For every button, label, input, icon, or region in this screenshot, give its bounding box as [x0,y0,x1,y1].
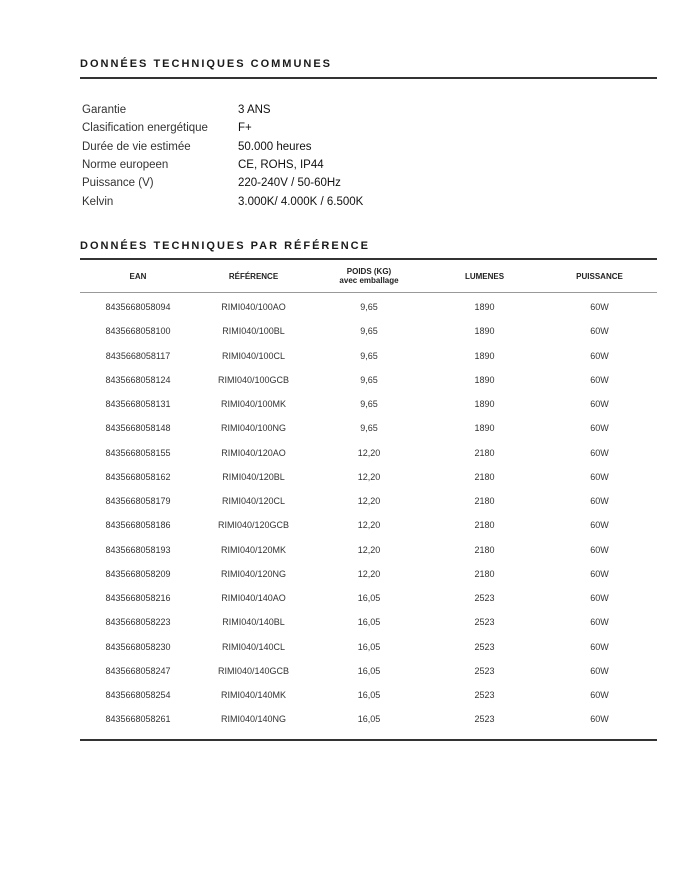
table-row [80,441,657,465]
weight-cell: 12,20 [357,471,381,482]
power-cell: 60W [590,399,609,410]
lumens-cell: 1890 [474,302,495,313]
lumens-cell: 2180 [474,447,495,458]
reference-cell: RIMI040/140CL [221,641,286,652]
table-bottom-divider [80,739,657,741]
weight-header-label: POIDS (KG) [346,267,392,276]
spec-value: 3.000K/ 4.000K / 6.500K [238,195,364,208]
weight-cell: 9,65 [360,302,378,313]
spec-row-garantie [82,101,482,119]
lumens-cell: 1890 [474,326,495,337]
ean-cell: 8435668058261 [105,714,171,725]
ean-cell: 8435668058162 [105,471,171,482]
reference-cell: RIMI040/120CL [221,496,286,507]
table-header-row [80,260,657,293]
column-header-power: PUISSANCE [542,260,657,293]
reference-cell: RIMI040/140BL [222,617,285,628]
ean-cell: 8435668058124 [105,374,171,385]
power-cell: 60W [590,568,609,579]
spec-value: CE, ROHS, IP44 [238,159,324,172]
reference-cell: RIMI040/120NG [220,568,287,579]
spec-row-norm [82,156,482,174]
power-cell: 60W [590,423,609,434]
ean-cell: 8435668058117 [105,350,171,361]
ean-cell: 8435668058186 [105,520,171,531]
table-row [80,683,657,707]
lumens-cell: 2523 [474,665,495,676]
power-cell: 60W [590,374,609,385]
reference-cell: RIMI040/140MK [220,690,287,701]
weight-cell: 16,05 [357,593,381,604]
lumens-cell: 2180 [474,520,495,531]
spec-value: 3 ANS [238,104,271,117]
lumens-cell: 2180 [474,568,495,579]
spec-label: Clasification energétique [82,122,208,135]
power-cell: 60W [590,520,609,531]
reference-cell: RIMI040/140NG [220,714,287,725]
reference-cell: RIMI040/120MK [220,544,287,555]
spec-label: Garantie [82,104,127,117]
power-cell: 60W [590,447,609,458]
weight-cell: 12,20 [357,544,381,555]
weight-cell: 9,65 [360,374,378,385]
reference-cell: RIMI040/100AO [221,302,286,313]
lumens-cell: 2180 [474,544,495,555]
ean-cell: 8435668058209 [105,568,171,579]
weight-cell: 12,20 [357,520,381,531]
lumens-cell: 2523 [474,690,495,701]
spec-label: Durée de vie estimée [82,140,191,153]
column-header-ean: EAN [80,260,196,293]
lumens-cell: 1890 [474,423,495,434]
table-row [80,416,657,440]
reference-table [80,260,657,732]
spec-value: 220-240V / 50-60Hz [238,177,341,190]
weight-cell: 16,05 [357,617,381,628]
power-cell: 60W [590,714,609,725]
spec-label: Puissance (V) [82,177,154,190]
ean-cell: 8435668058148 [105,423,171,434]
reference-table-body [80,293,657,732]
reference-cell: RIMI040/140GCB [217,665,290,676]
spec-row-lifetime [82,138,482,156]
column-header-reference: RÉFÉRENCE [196,260,311,293]
table-row [80,538,657,562]
weight-cell: 9,65 [360,326,378,337]
ean-cell: 8435668058155 [105,447,171,458]
ean-cell: 8435668058100 [105,326,171,337]
power-cell: 60W [590,326,609,337]
ean-cell: 8435668058179 [105,496,171,507]
spec-row-energy-class [82,119,482,137]
power-cell: 60W [590,350,609,361]
table-row [80,319,657,343]
lumens-cell: 1890 [474,350,495,361]
weight-cell: 12,20 [357,447,381,458]
lumens-cell: 2523 [474,714,495,725]
table-row [80,610,657,634]
weight-cell: 12,20 [357,568,381,579]
column-header-weight [311,260,427,293]
reference-cell: RIMI040/100CL [221,350,286,361]
spec-row-voltage [82,174,482,192]
reference-cell: RIMI040/100NG [220,423,287,434]
table-row [80,489,657,513]
spec-label: Norme europeen [82,159,169,172]
power-cell: 60W [590,471,609,482]
reference-specs-title: DONNÉES TECHNIQUES PAR RÉFÉRENCE [80,240,370,252]
table-row [80,368,657,392]
lumens-cell: 2523 [474,593,495,604]
power-cell: 60W [590,641,609,652]
lumens-cell: 2523 [474,641,495,652]
table-row [80,513,657,537]
power-cell: 60W [590,617,609,628]
power-cell: 60W [590,302,609,313]
weight-cell: 16,05 [357,641,381,652]
weight-header-sublabel: avec emballage [339,276,399,285]
ean-cell: 8435668058247 [105,665,171,676]
table-row [80,635,657,659]
ean-cell: 8435668058223 [105,617,171,628]
column-header-lumens: LUMENES [427,260,542,293]
weight-cell: 16,05 [357,714,381,725]
weight-cell: 16,05 [357,690,381,701]
table-row [80,392,657,416]
weight-cell: 9,65 [360,399,378,410]
reference-cell: RIMI040/100BL [222,326,285,337]
table-row [80,465,657,489]
spec-value: 50.000 heures [238,140,312,153]
weight-cell: 9,65 [360,423,378,434]
power-cell: 60W [590,496,609,507]
lumens-cell: 2523 [474,617,495,628]
ean-cell: 8435668058094 [105,302,171,313]
table-row [80,659,657,683]
common-specs-divider [80,77,657,79]
ean-cell: 8435668058216 [105,593,171,604]
reference-cell: RIMI040/120AO [221,447,286,458]
weight-cell: 9,65 [360,350,378,361]
table-row [80,707,657,731]
ean-cell: 8435668058254 [105,690,171,701]
weight-cell: 12,20 [357,496,381,507]
power-cell: 60W [590,665,609,676]
ean-cell: 8435668058230 [105,641,171,652]
reference-cell: RIMI040/120BL [222,471,285,482]
table-row [80,562,657,586]
weight-cell: 16,05 [357,665,381,676]
lumens-cell: 1890 [474,374,495,385]
ean-cell: 8435668058193 [105,544,171,555]
reference-cell: RIMI040/100GCB [217,374,290,385]
table-row [80,293,657,320]
lumens-cell: 2180 [474,496,495,507]
lumens-cell: 1890 [474,399,495,410]
lumens-cell: 2180 [474,471,495,482]
reference-cell: RIMI040/100MK [220,399,287,410]
spec-value: F+ [238,122,252,135]
ean-cell: 8435668058131 [105,399,171,410]
spec-row-kelvin [82,192,482,210]
reference-cell: RIMI040/140AO [221,593,286,604]
common-specs-list [82,101,482,211]
power-cell: 60W [590,690,609,701]
table-row [80,586,657,610]
common-specs-title: DONNÉES TECHNIQUES COMMUNES [80,58,333,70]
spec-label: Kelvin [82,195,114,208]
power-cell: 60W [590,544,609,555]
reference-cell: RIMI040/120GCB [217,520,290,531]
power-cell: 60W [590,593,609,604]
table-row [80,344,657,368]
